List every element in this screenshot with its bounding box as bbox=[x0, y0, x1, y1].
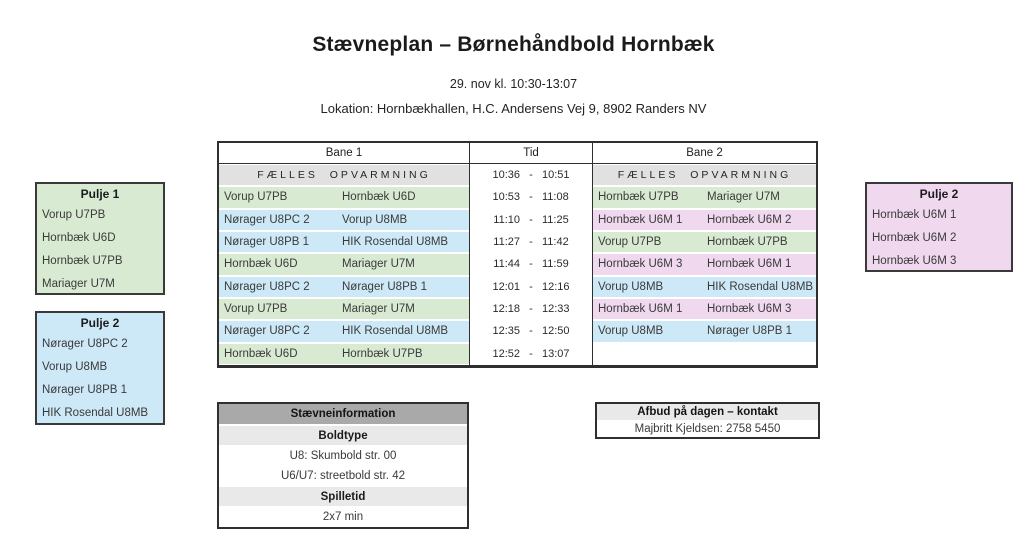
court-cell bbox=[593, 298, 816, 320]
schedule-header-court2: Bane 2 bbox=[686, 147, 723, 159]
schedule-row bbox=[219, 164, 816, 186]
schedule-header-row bbox=[219, 143, 816, 164]
info-section-heading: Spilletid bbox=[219, 486, 467, 508]
away-team: Nørager U8PB 1 bbox=[707, 325, 793, 338]
pool-title: Pulje 2 bbox=[80, 316, 120, 330]
pool-team: Mariager U7M bbox=[42, 278, 115, 290]
schedule-body bbox=[219, 164, 816, 365]
pool-team: Hornbæk U6M 2 bbox=[872, 232, 957, 244]
time-cell bbox=[469, 209, 593, 231]
time-end: 11:08 bbox=[542, 191, 569, 204]
contact-box bbox=[595, 402, 820, 439]
match-band bbox=[219, 254, 469, 274]
court-cell bbox=[593, 164, 816, 186]
time-end: 12:16 bbox=[542, 280, 570, 293]
pool-team: Nørager U8PB 1 bbox=[42, 384, 128, 396]
pool-team: Hornbæk U6D bbox=[42, 232, 116, 244]
pool-box-pulje-2-pink bbox=[865, 182, 1013, 272]
away-team: Hornbæk U6M 3 bbox=[707, 303, 792, 316]
match-band bbox=[593, 187, 816, 207]
pool-team: Vorup U7PB bbox=[42, 209, 106, 221]
away-team: Hornbæk U6D bbox=[342, 191, 416, 204]
schedule-row bbox=[219, 276, 816, 298]
warmup-band: FÆLLES OPVARMNING bbox=[219, 165, 469, 185]
home-team: Hornbæk U7PB bbox=[598, 191, 679, 204]
home-team: Vorup U8MB bbox=[598, 280, 664, 293]
away-team: Hornbæk U6M 1 bbox=[707, 258, 792, 271]
court-cell bbox=[219, 343, 469, 365]
court-cell bbox=[593, 276, 816, 298]
schedule-row bbox=[219, 186, 816, 208]
info-line: U8: Skumbold str. 00 bbox=[219, 446, 467, 466]
info-line: 2x7 min bbox=[219, 507, 467, 527]
time-start: 12:18 bbox=[492, 303, 520, 316]
time-end: 13:07 bbox=[542, 347, 570, 360]
match-band bbox=[593, 277, 816, 297]
home-team: Nørager U8PC 2 bbox=[224, 325, 310, 338]
court-cell bbox=[593, 186, 816, 208]
tournament-info-box bbox=[217, 402, 469, 529]
match-band bbox=[219, 210, 469, 230]
schedule-header-court1: Bane 1 bbox=[325, 147, 363, 159]
court-cell bbox=[593, 343, 816, 365]
away-team: Vorup U8MB bbox=[342, 213, 408, 226]
time-start: 10:53 bbox=[492, 191, 520, 204]
time-start: 10:36 bbox=[492, 169, 520, 182]
pool-team: Vorup U8MB bbox=[42, 361, 108, 373]
match-band bbox=[219, 232, 469, 252]
time-cell bbox=[469, 164, 593, 186]
home-team: Hornbæk U6M 1 bbox=[598, 213, 683, 226]
time-start: 12:52 bbox=[492, 347, 520, 360]
away-team: HIK Rosendal U8MB bbox=[342, 236, 449, 249]
pool-team: Hornbæk U6M 1 bbox=[872, 209, 957, 221]
pool-team: Hornbæk U6M 3 bbox=[872, 255, 957, 267]
time-separator: - bbox=[529, 347, 533, 360]
time-end: 11:59 bbox=[542, 258, 569, 271]
court-cell bbox=[219, 298, 469, 320]
home-team: Nørager U8PC 2 bbox=[224, 213, 310, 226]
time-cell bbox=[469, 343, 593, 365]
court-cell bbox=[219, 186, 469, 208]
match-band bbox=[593, 299, 816, 319]
court-cell bbox=[219, 276, 469, 298]
schedule-table bbox=[217, 141, 818, 368]
schedule-row bbox=[219, 343, 816, 365]
time-cell bbox=[469, 231, 593, 253]
court-cell bbox=[219, 164, 469, 186]
pool-team: Hornbæk U7PB bbox=[42, 255, 123, 267]
info-line: U6/U7: streetbold str. 42 bbox=[219, 466, 467, 486]
time-cell bbox=[469, 186, 593, 208]
schedule-row bbox=[219, 231, 816, 253]
time-separator: - bbox=[529, 169, 533, 182]
pool-box-pulje-1 bbox=[35, 182, 165, 295]
time-cell bbox=[469, 320, 593, 342]
contact-box-title: Afbud på dagen – kontakt bbox=[597, 404, 818, 421]
time-start: 11:10 bbox=[493, 213, 520, 226]
time-separator: - bbox=[529, 258, 533, 271]
pool-title: Pulje 2 bbox=[919, 187, 959, 201]
match-band bbox=[219, 299, 469, 319]
away-team: Hornbæk U6M 2 bbox=[707, 213, 792, 226]
time-start: 11:44 bbox=[493, 258, 520, 271]
warmup-band: FÆLLES OPVARMNING bbox=[593, 165, 816, 185]
match-band bbox=[593, 321, 816, 341]
schedule-row bbox=[219, 253, 816, 275]
time-separator: - bbox=[529, 280, 533, 293]
pool-team: HIK Rosendal U8MB bbox=[42, 407, 149, 419]
match-band bbox=[593, 232, 816, 252]
time-cell bbox=[469, 253, 593, 275]
schedule-row bbox=[219, 320, 816, 342]
away-team: Mariager U7M bbox=[342, 258, 415, 271]
home-team: Hornbæk U6M 1 bbox=[598, 303, 683, 316]
time-cell bbox=[469, 276, 593, 298]
time-cell bbox=[469, 298, 593, 320]
schedule-row bbox=[219, 209, 816, 231]
match-band bbox=[593, 210, 816, 230]
schedule-header-time: Tid bbox=[469, 143, 593, 163]
time-separator: - bbox=[529, 236, 533, 249]
match-band bbox=[219, 187, 469, 207]
time-separator: - bbox=[529, 325, 533, 338]
court-cell bbox=[219, 209, 469, 231]
court-cell bbox=[593, 320, 816, 342]
time-separator: - bbox=[529, 303, 533, 316]
time-start: 12:35 bbox=[492, 325, 520, 338]
home-team: Nørager U8PC 2 bbox=[224, 280, 310, 293]
time-end: 12:50 bbox=[542, 325, 570, 338]
event-datetime: 29. nov kl. 10:30-13:07 bbox=[449, 77, 578, 91]
match-band bbox=[219, 277, 469, 297]
schedule-row bbox=[219, 298, 816, 320]
court-cell bbox=[219, 320, 469, 342]
home-team: Hornbæk U6D bbox=[224, 347, 298, 360]
away-team: Hornbæk U7PB bbox=[342, 347, 423, 360]
home-team: Vorup U7PB bbox=[598, 236, 662, 249]
away-team: Hornbæk U7PB bbox=[707, 236, 788, 249]
pool-box-pulje-2-blue bbox=[35, 311, 165, 425]
time-separator: - bbox=[529, 191, 533, 204]
home-team: Vorup U7PB bbox=[224, 191, 288, 204]
home-team: Hornbæk U6M 3 bbox=[598, 258, 683, 271]
pool-title: Pulje 1 bbox=[80, 187, 120, 201]
tournament-info-title: Stævneinformation bbox=[219, 404, 467, 425]
home-team: Vorup U7PB bbox=[224, 303, 288, 316]
court-cell bbox=[593, 231, 816, 253]
court-cell bbox=[219, 253, 469, 275]
match-band bbox=[219, 344, 469, 364]
time-end: 10:51 bbox=[542, 169, 570, 182]
page-title: Stævneplan – Børnehåndbold Hornbæk bbox=[312, 33, 715, 56]
time-end: 11:42 bbox=[542, 236, 569, 249]
away-team: Mariager U7M bbox=[342, 303, 415, 316]
away-team: HIK Rosendal U8MB bbox=[707, 280, 814, 293]
court-cell bbox=[219, 231, 469, 253]
time-start: 12:01 bbox=[492, 280, 520, 293]
home-team: Nørager U8PB 1 bbox=[224, 236, 310, 249]
info-section-heading: Boldtype bbox=[219, 425, 467, 447]
time-separator: - bbox=[529, 213, 533, 226]
home-team: Hornbæk U6D bbox=[224, 258, 298, 271]
time-start: 11:27 bbox=[493, 236, 520, 249]
time-end: 11:25 bbox=[542, 213, 569, 226]
time-end: 12:33 bbox=[542, 303, 570, 316]
contact-box-body: Majbritt Kjeldsen: 2758 5450 bbox=[634, 423, 781, 435]
court-cell bbox=[593, 209, 816, 231]
away-team: HIK Rosendal U8MB bbox=[342, 325, 449, 338]
away-team: Nørager U8PB 1 bbox=[342, 280, 428, 293]
home-team: Vorup U8MB bbox=[598, 325, 664, 338]
empty-cell bbox=[593, 344, 816, 364]
pool-team: Nørager U8PC 2 bbox=[42, 338, 128, 350]
event-location: Lokation: Hornbækhallen, H.C. Andersens Vej 9, 8902 Randers NV bbox=[320, 101, 707, 116]
match-band bbox=[593, 254, 816, 274]
away-team: Mariager U7M bbox=[707, 191, 780, 204]
match-band bbox=[219, 321, 469, 341]
court-cell bbox=[593, 253, 816, 275]
